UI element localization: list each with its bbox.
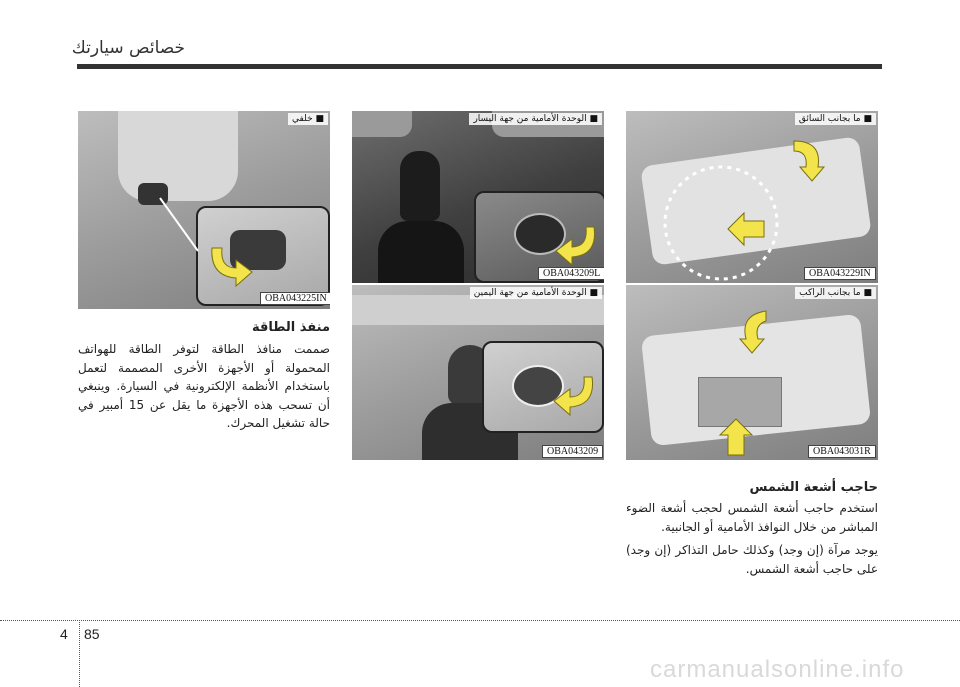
figure-front-driver [352,111,604,283]
power-outlet-title: منفذ الطاقة [251,320,330,335]
figure-caption: ■ الوحدة الأمامية من جهة اليمين [470,287,602,299]
footer-divider [79,620,80,687]
slide-up-arrow-icon [718,417,754,457]
figure-visor-passenger [626,285,878,460]
page-header-title: خصائص سيارتك [71,38,185,58]
figure-caption: ■ ما بجانب السائق [795,113,876,125]
footer-rule [0,620,960,621]
figure-caption: ■ خلفي [288,113,328,125]
zoom-inset [482,341,604,433]
figure-code: OBA043031R [808,445,876,458]
figure-code: OBA043209L [538,267,604,280]
figure-caption: ■ ما بجانب الراكب [795,287,876,299]
figure-rear-outlet [78,111,330,309]
dash-panel [352,295,604,325]
sun-visor-title: حاجب أشعة الشمس [749,480,878,495]
figure-visor-driver [626,111,878,283]
figure-front-passenger [352,285,604,460]
callout-line [158,196,203,256]
power-outlet-text: صممت منافذ الطاقة لتوفر الطاقة للهواتف المحمولة أو الأجهزة الأخرى المصممة لتعمل باستخدام الأنظمة الإلكترونية في السيارة. وينبغي أن تسحب هذه الأجهزة ما يقل عن 15 أمبير في حالة تشغيل المحرك. [78,342,330,431]
gear-boot [378,221,464,283]
figure-code: OBA043209 [542,445,603,458]
rotate-arrow-icon [552,367,598,417]
flip-arrow-icon [786,137,826,183]
page-number: 85 [84,626,100,642]
slide-arrow-icon [726,211,766,247]
figure-caption: ■ الوحدة الأمامية من جهة اليسار [469,113,602,125]
console-shape [118,111,238,201]
mirror-highlight-circle [656,161,786,283]
rotate-arrow-icon [554,217,600,267]
header-rule-thin [300,66,882,67]
rotate-arrow-icon [206,238,256,288]
zoom-inset [196,206,330,306]
gear-knob [400,151,440,221]
figure-code: OBA043229IN [804,267,876,280]
flip-arrow-icon [736,307,776,357]
sun-visor-text-2: يوجد مرآة (إن وجد) وكذلك حامل التذاكر (إن وجد) على حاجب أشعة الشمس. [626,543,878,576]
figure-code: OBA043225IN [260,292,330,305]
chapter-number: 4 [60,626,68,642]
watermark: carmanualsonline.info [650,656,905,683]
sun-visor-text-1: استخدم حاجب أشعة الشمس لحجب أشعة الضوء المباشر من خلال النوافذ الأمامية أو الجانبية. [626,501,878,534]
vent-left [352,111,412,137]
